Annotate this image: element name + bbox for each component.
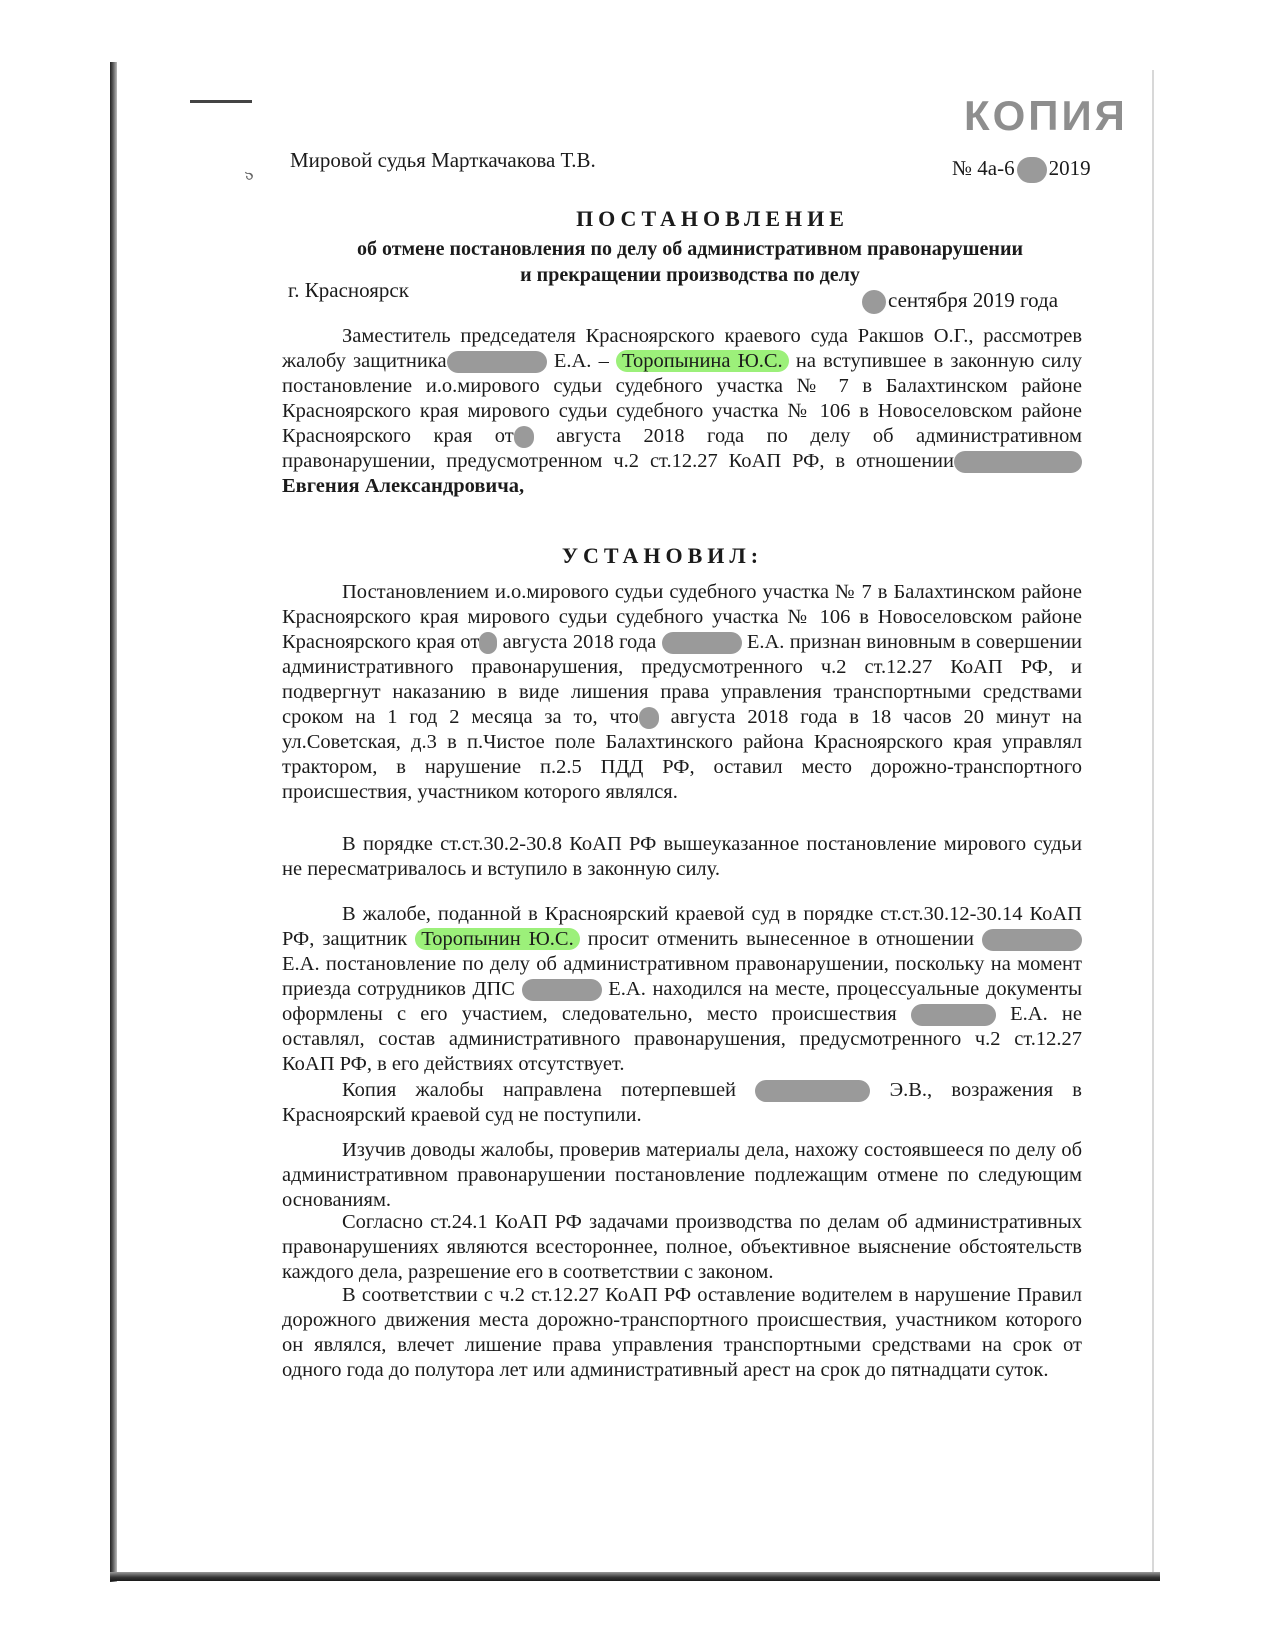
case-number-suffix: 2019 [1048,156,1091,180]
scan-mark [190,100,252,103]
place: г. Красноярск [288,278,409,302]
intro-text-3: на вступившее в законную силу постановление и.о.мирового судьи судебного участка № 7 в Балахтинском районе Красноярского края мирового судьи судебного участка № 106 в Новоселовском районе Красноярского края от [282,350,1082,447]
subtitle-line-1: об отмене постановления по делу об административном правонарушении [357,238,1023,260]
judge-name: Мировой судья Марткачакова Т.В. [290,148,596,172]
body-paragraph-6: Согласно ст.24.1 КоАП РФ задачами производства по делам об административных правонарушениях являются всестороннее, полное, объективное выяснение обстоятельств каждого дела, разрешение его в соответствии с законом. [282,1211,1082,1283]
body-text: Е.А. находился на месте, процессуальные документы оформлены с его участием, следовательно, место происшествия [282,978,1082,1025]
redaction [522,979,602,1001]
scan-edge-bottom [110,1572,1160,1581]
redaction [755,1080,870,1102]
body-text: Копия жалобы направлена потерпевшей [342,1079,737,1101]
redaction [982,929,1082,951]
body-text: Е.А. признан виновным в совершении административного правонарушения, предусмотренного ч.2 ст.12.27 КоАП РФ, и подвергнут наказанию в виде лишения права управления транспортными средствами сроком на 1 год 2 месяца за то, что [282,631,1083,728]
intro-text-2: Е.А. – [546,350,617,372]
pen-mark-icon: ა [239,166,258,185]
document-title: ПОСТАНОВЛЕНИЕ [576,206,849,231]
redaction [662,632,742,654]
highlighted-defender: Торопынина Ю.С. [616,350,789,372]
case-number-prefix: № 4а-6 [952,156,1015,180]
body-text: просит отменить вынесенное в отношении [579,928,974,950]
body-paragraph-1 [282,580,1082,805]
body-text: Е.А. постановление по делу об административном правонарушении, поскольку на момент приезда сотрудников ДПС [282,953,1082,1000]
intro-text-4: августа 2018 года по делу об административном правонарушении, предусмотренном ч.2 ст.12.27 КоАП РФ, в отношении [282,425,1082,472]
body-text: августа 2018 года [497,631,657,653]
document-subtitle [300,236,1080,288]
decision-date [862,288,1058,314]
body-paragraph-4 [282,1078,1082,1128]
intro-paragraph [282,324,1082,499]
copy-stamp: КОПИЯ [964,92,1128,139]
body-text: Постановлением и.о.мирового судьи судебного участка № 7 в Балахтинском районе Красноярского края мирового судьи судебного участка № 106 в Новоселовском районе Красноярского края от [282,581,1082,653]
redaction [954,451,1082,473]
redaction [862,290,886,314]
defendant-name: Евгения Александровича, [282,475,525,497]
body-paragraph-3 [282,902,1082,1077]
body-paragraph-7: В соответствии с ч.2 ст.12.27 КоАП РФ оставление водителем в нарушение Правил дорожного движения места дорожно-транспортного происшествия, участником которого он являлся, влечет лишение права управления транспортными средствами на срок от одного года до полутора лет или административный арест на срок до пятнадцати суток. [282,1284,1082,1381]
body-text: августа 2018 года в 18 часов 20 минут на ул.Советская, д.3 в п.Чистое поле Балахтинского района Красноярского края управлял трактором, в нарушение п.2.5 ПДД РФ, оставил место дорожно-транспортного происшествия, участником которого являлся. [282,706,1082,803]
body-paragraph-5: Изучив доводы жалобы, проверив материалы дела, нахожу состоявшееся по делу об административном правонарушении постановление подлежащим отмене по следующим основаниям. [282,1139,1082,1211]
redaction [1017,157,1047,183]
scan-edge-right [1152,70,1154,1575]
redaction [639,707,659,729]
subtitle-line-2: и прекращении производства по делу [520,264,860,286]
body-paragraph-2: В порядке ст.ст.30.2-30.8 КоАП РФ вышеуказанное постановление мирового судьи не пересматривалось и вступило в законную силу. [282,833,1082,880]
redaction [479,632,497,654]
intro-text-1: Заместитель председателя Красноярского краевого суда Ракшов О.Г., рассмотрев жалобу защитника [282,325,1082,372]
case-number [952,156,1091,183]
decision-date-text: сентября 2019 года [888,288,1059,312]
section-title: УСТАНОВИЛ: [561,543,764,568]
redaction [447,351,547,373]
body-text: Э.В., возражения в Красноярский краевой суд не поступили. [282,1079,1082,1126]
redaction [911,1004,996,1026]
body-text: Е.А. не оставлял, состав административного правонарушения, предусмотренного ч.2 ст.12.27 КоАП РФ, в его действиях отсутствует. [282,1003,1082,1075]
scan-edge-left [110,62,117,1582]
highlighted-defender: Торопынин Ю.С. [415,928,579,950]
body-text: В жалобе, поданной в Красноярский краевой суд в порядке ст.ст.30.12-30.14 КоАП РФ, защитник [282,903,1082,950]
redaction [514,426,534,448]
